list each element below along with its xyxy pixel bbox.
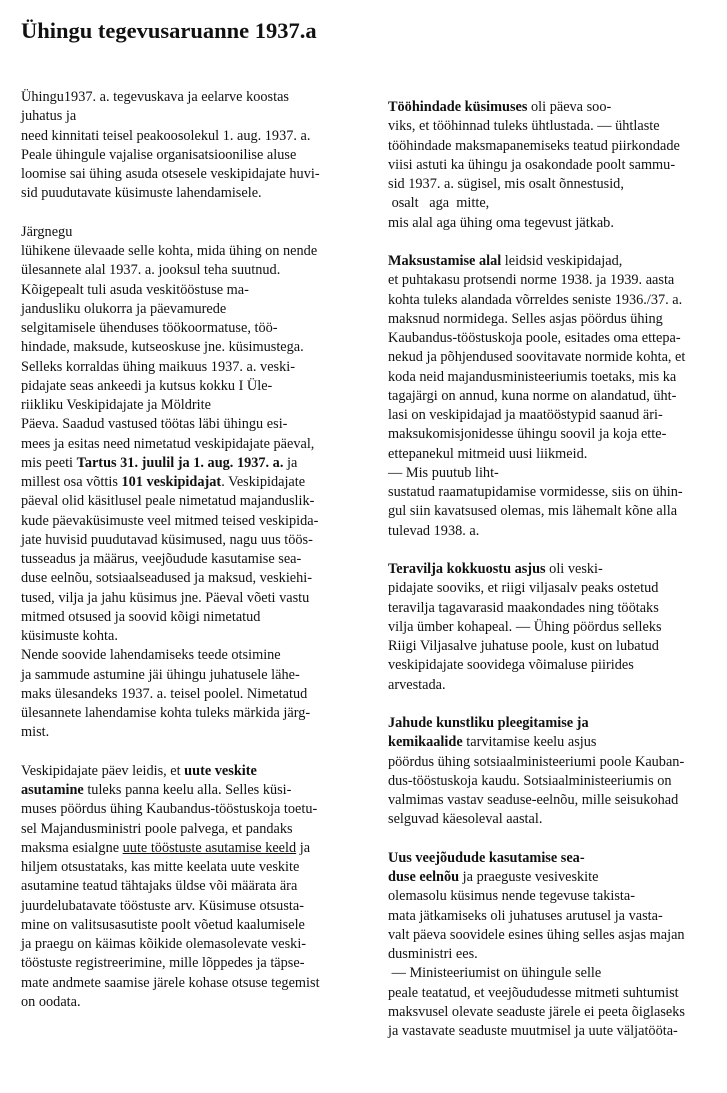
text-segment: maksvusel olevate seaduste järele ei peeta õiglaseks [388,1003,685,1020]
text-line [388,560,713,579]
text-segment: ja praeguste vesiveskite [459,869,599,885]
text-segment: . Veskipidajate [221,474,306,490]
text-line [21,993,341,1012]
text-line [21,435,341,454]
bold-text: Uus veejõudude kasutamise sea- [388,849,585,866]
text-segment: selguvad käesoleval aastal. [388,811,543,828]
text-segment: arvestada. [388,676,446,693]
text-segment: Järgnegu [21,223,73,240]
text-line [388,406,713,425]
text-segment: kohta tuleks alandada võrreldes seniste 1936./37. a. [388,291,683,308]
text-segment: mata jätkamiseks oli juhatuses arutusel ja vasta- [388,907,663,924]
text-line [21,666,341,685]
left-column [21,88,341,1012]
text-line [21,454,341,473]
text-segment: osalt aga mitte, [388,195,490,212]
text-segment: dus-tööstuskoja kaudu. Sotsiaalministeeriumis on [388,772,672,789]
text-line [21,358,341,377]
text-segment: juhatus ja [21,108,77,125]
text-line [21,762,341,781]
text-line [21,800,341,819]
text-line [388,887,713,906]
text-line [21,300,341,319]
text-line [21,146,341,165]
paragraph-gap [388,695,713,714]
text-line [21,897,341,916]
text-segment: riikliku Veskipidajate ja Möldrite [21,397,211,413]
text-segment: vilja ümber kohapeal. — Ühing pöördus selleks [388,618,662,635]
text-line [388,445,713,464]
text-segment: on oodata. [21,993,81,1010]
text-segment: selgitamisele ühenduses töökoormatuse, töö- [21,320,278,336]
text-line [388,676,713,695]
text-line [388,618,713,637]
text-line [21,396,341,415]
text-line [21,531,341,550]
text-segment: loomise sai ühing asuda otsesele veskipidajate huvi- [21,166,320,182]
text-line [21,223,341,242]
text-line [388,791,713,810]
text-line [21,916,341,935]
text-segment: Ühingu1937. a. tegevuskava ja eelarve koostas [21,89,289,105]
text-line [388,117,713,136]
text-segment: maksnud normidega. Selles asjas pöördus ühing [388,310,663,327]
text-segment: veskipidajate soovidega võimaluse piirides [388,657,634,674]
text-line [21,473,341,492]
text-line [21,877,341,896]
text-segment: gul siin kavatsused olemas, mis lähemalt kõne alla [388,503,678,520]
text-line [21,261,341,280]
text-line [21,569,341,588]
text-line [388,464,713,483]
text-line [21,608,341,627]
text-segment: jandusliku olukorra ja päevamurede [21,300,227,317]
text-segment: sel Majandusministri poole palvega, et pandaks [21,820,293,837]
text-line [388,849,713,868]
text-segment: need kinnitati teisel peakoosolekul 1. aug. 1937. a. [21,127,311,144]
text-segment: asutamine teatud tähtajaks üldse või määrata ära [21,878,298,895]
text-line [21,88,341,107]
text-line [388,291,713,310]
text-line [388,599,713,618]
text-line [21,935,341,954]
text-segment: mine on valitsusasutiste poolt võetud kaalumisele [21,916,305,933]
text-line [21,685,341,704]
text-segment: Nende soovide lahendamiseks teede otsimine [21,647,281,664]
text-line [21,492,341,511]
text-line [388,137,713,156]
text-line [21,512,341,531]
text-segment: Veskipidajate päev leidis, et [21,762,185,779]
bold-text: Tööhindade küsimuses [388,99,528,115]
text-line [21,184,341,203]
text-line [388,98,713,117]
text-segment: küsimuste kohta. [21,628,118,644]
text-line [388,271,713,290]
bold-text: Tartus 31. juulil ja 1. aug. 1937. a. [76,454,284,471]
text-segment: Selleks korraldas ühing maikuus 1937. a. veski- [21,358,295,375]
text-segment: tööstuste registreerimine, mille lõppedes ja täpse- [21,955,305,972]
text-segment: millest osa võttis [21,474,122,490]
text-segment: ja [296,839,311,856]
bold-text: duse eelnõu [388,869,460,885]
text-segment: tuleks panna keelu alla. Selles küsi- [83,782,292,798]
text-line [388,425,713,444]
text-line [388,175,713,194]
text-line [388,637,713,656]
text-line [388,329,713,348]
text-line [388,753,713,772]
text-line [388,964,713,983]
text-line [388,656,713,675]
text-segment: leidsid veskipidajad, [501,253,623,269]
text-segment: valmimas vastav seaduse-eelnõu, mille seisukohad [388,792,679,808]
text-segment: tagajärgi on annud, kuna norme on alandatud, üht- [388,387,677,404]
paragraph-gap [21,204,341,223]
text-line [388,810,713,829]
text-segment: Päeva. Saadud vastused töötas läbi ühingu esi- [21,416,288,433]
text-segment: nekud ja põhjendused soovitavate normide kohta, et [388,349,686,366]
text-line [388,1022,713,1041]
text-segment: valt päeva soovidele esines ühing selles asjas majan [388,926,685,943]
text-segment: Kõigepealt tuli asuda veskitööstuse ma- [21,281,249,298]
paragraph-gap [388,541,713,560]
text-segment: mitmed otsused ja soovid kõigi nimetatud [21,608,261,625]
text-line [21,820,341,839]
text-line [21,646,341,665]
text-segment: mis peeti [21,454,77,471]
text-segment: ettepanekul mitmeid uusi liikmeid. [388,445,588,462]
text-segment: maksma esialgne [21,839,123,856]
text-segment: mist. [21,724,50,741]
underlined-text: uute tööstuste asutamise keeld [122,839,297,856]
text-segment: pidajate seas ankeedi ja kutsus kokku I Üle- [21,377,273,394]
text-segment: hiljem otsustataks, kas mitte keelata uute veskite [21,859,300,875]
text-line [21,781,341,800]
text-segment: tööhindade maksmapanemiseks teatud piirkondade [388,137,680,154]
text-segment: tusseadus ja määrus, veejõudude kasutamise sea- [21,551,302,567]
text-line [388,214,713,233]
text-segment: oli veski- [545,561,603,577]
text-segment: olemasolu küsimus nende tegevuse takista- [388,888,635,905]
text-segment: mees ja esitas need nimetatud veskipidajate päeval, [21,435,315,452]
text-segment: ja [283,454,298,471]
text-segment: Riigi Viljasalve juhatuse poole, kust on lubatud [388,638,659,654]
text-line [388,502,713,521]
right-column [388,98,713,1041]
text-line [21,704,341,723]
text-segment: peale teatatud, et veejõududesse mitmeti suhtumist [388,984,679,1001]
text-line [388,1003,713,1022]
text-segment: päeval olid käsitlusel peale nimetatud majanduslik- [21,493,315,510]
text-segment: duse eelnõu, sotsiaalseadused ja maksud, veskiehi- [21,570,313,587]
bold-text: Teravilja kokkuostu asjus [388,561,546,577]
text-segment: — Ministeeriumist on ühingule selle [388,965,602,982]
text-segment: mate andmete saamise järele kohase otsuse tegemist [21,974,320,991]
text-segment: oli päeva soo- [527,99,612,115]
text-line [388,310,713,329]
text-segment: hindade, maksude, kutseoskuse jne. küsimustega. [21,339,304,356]
text-segment: tused, vilja ja jahu küsimus jne. Päeval võeti vastu [21,589,310,606]
text-line [388,733,713,752]
text-line [21,723,341,742]
text-segment: kude päevaküsimuste veel mitmed teised veskipida- [21,512,319,529]
text-line [21,954,341,973]
text-segment: teravilja tagavarasid maakondades ning töötaks [388,599,659,616]
text-segment: Peale ühingule vajalise organisatsioonilise aluse [21,146,297,163]
text-line [388,772,713,791]
text-line [21,338,341,357]
text-segment: Kaubandus-tööstuskoja poole, esitades oma ettepa- [388,330,681,346]
text-segment: ja vastavate seaduste muutmisel ja uute väljatööta- [388,1023,678,1039]
bold-text: 101 veskipidajat [121,474,222,490]
text-line [388,984,713,1003]
text-segment: dusministri ees. [388,946,478,962]
text-line [388,483,713,502]
text-line [388,714,713,733]
text-line [21,107,341,126]
text-segment: juurdelubatavate tööstuste arv. Küsimuse otsusta- [21,897,304,914]
text-line [388,252,713,271]
text-line [21,242,341,261]
text-segment: ja sammude astumine jäi ühingu juhatusele lähe- [21,666,300,683]
text-line [388,926,713,945]
document-title: Ühingu tegevusaruanne 1937.a [21,18,317,43]
text-line [21,550,341,569]
bold-text: asutamine [21,782,84,798]
text-segment: koda neid majandusministeeriumis toetaks, mis ka [388,368,677,385]
paragraph-gap [388,830,713,849]
text-segment: et puhtakasu protsendi norme 1938. ja 1939. aasta [388,272,675,289]
text-line [388,387,713,406]
bold-text: uute veskite [184,762,257,779]
text-segment: muses pöördus ühing Kaubandus-tööstuskoja toetu- [21,801,318,818]
text-line [388,368,713,387]
text-segment: ülesannete lahendamise kohta tuleks märkida järg- [21,705,311,721]
text-segment: viks, et tööhinnad tuleks ühtlustada. — ühtlaste [388,118,660,135]
text-segment: viisi astuti ka ühingu ja osakondade poolt sammu- [388,156,676,173]
text-line [21,165,341,184]
text-line [21,627,341,646]
text-line [21,858,341,877]
text-line [388,348,713,367]
text-segment: ja praegu on käimas kõikide olemasolevate veski- [21,936,307,952]
text-line [21,127,341,146]
text-line [21,377,341,396]
text-segment: tulevad 1938. a. [388,522,480,539]
paragraph-gap [21,743,341,762]
bold-text: kemikaalide [388,734,463,751]
text-line [21,319,341,338]
text-segment: sustatud raamatupidamise vormidesse, siis on ühin- [388,484,683,500]
text-line [21,839,341,858]
text-segment: ülesannete alal 1937. a. jooksul teha suutnud. [21,262,281,279]
text-segment: lasi on veskipidajad ja maatööstурid saanud äri- [388,407,663,423]
text-line [21,974,341,993]
bold-text: Jahude kunstliku pleegitamise ja [388,715,589,731]
paragraph-gap [388,233,713,252]
text-line [388,868,713,887]
text-segment: maksukomisjonidesse ühingu soovil ja koja ette- [388,426,667,443]
text-segment: lühikene ülevaade selle kohta, mida ühing on nende [21,243,318,259]
text-line [388,156,713,175]
text-line [21,589,341,608]
text-segment: sid 1937. a. sügisel, mis osalt õnnestusid, [388,176,624,192]
text-segment: sid puudutavate küsimuste lahendamisele. [21,185,262,202]
text-line [388,194,713,213]
bold-text: Maksustamise alal [388,253,502,269]
text-segment: mis alal aga ühing oma tegevust jätkab. [388,214,614,231]
text-segment: — Mis puutub liht- [388,464,499,481]
text-segment: pidajate sooviks, et riigi viljasalv peaks ostetud [388,580,659,597]
text-line [388,579,713,598]
text-segment: pöördus ühing sotsiaalministeeriumi poole Kauban- [388,753,685,770]
text-line [21,415,341,434]
text-line [21,281,341,300]
text-segment: jate huvisid puudutavad küsimused, nagu uus töös- [21,531,313,548]
text-segment: tarvitamise keelu asjus [462,734,597,751]
text-line [388,945,713,964]
text-line [388,907,713,926]
text-segment: maks ülesandeks 1937. a. teisel poolel. Nimetatud [21,685,308,702]
text-line [388,522,713,541]
